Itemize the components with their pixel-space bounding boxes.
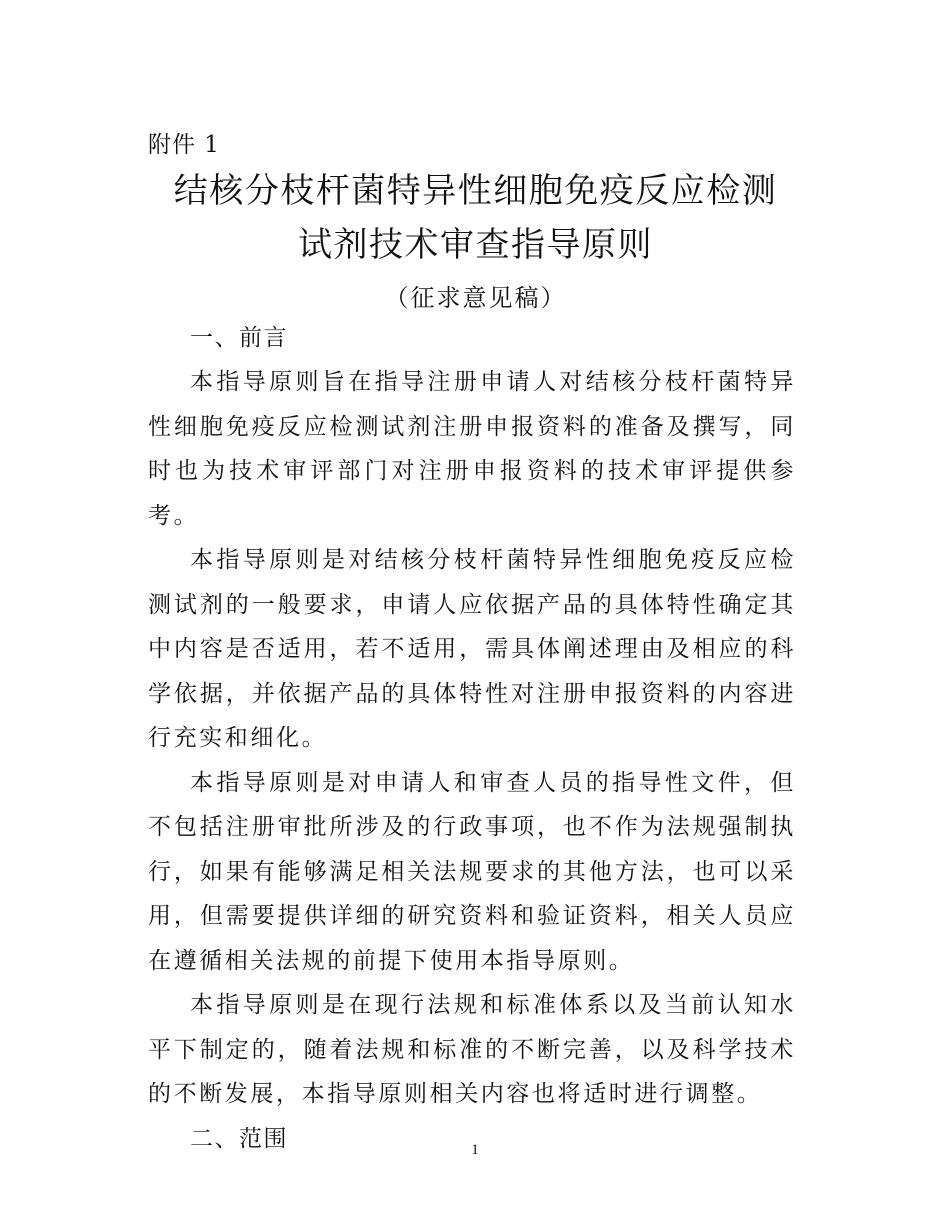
page-number: 1 xyxy=(471,1142,479,1158)
paragraph-guidance-nature: 本指导原则是对申请人和审查人员的指导性文件，但不包括注册审批所涉及的行政事项，也不作为法规强制执行，如果有能够满足相关法规要求的其他方法，也可以采用，但需要提供详细的研究资料和验证资料，相关人员应在遵循相关法规的前提下使用本指导原则。 xyxy=(148,769,796,974)
section-heading-preface: 一、前言 xyxy=(190,325,288,351)
annex-label: 附件 1 xyxy=(148,132,220,158)
document-subtitle: （征求意见稿） xyxy=(384,284,567,312)
paragraph-purpose: 本指导原则旨在指导注册申请人对结核分枝杆菌特异性细胞免疫反应检测试剂注册申报资料的准备及撰写，同时也为技术审评部门对注册申报资料的技术审评提供参考。 xyxy=(148,369,796,529)
document-title xyxy=(148,164,803,318)
paragraph-general-requirements: 本指导原则是对结核分枝杆菌特异性细胞免疫反应检测试剂的一般要求，申请人应依据产品的具体特性确定其中内容是否适用，若不适用，需具体阐述理由及相应的科学依据，并依据产品的具体特性对注册申报资料的内容进行充实和细化。 xyxy=(148,547,796,751)
title-line-1: 结核分枝杆菌特异性细胞免疫反应检测 xyxy=(173,171,778,211)
title-line-2: 试剂技术审查指导原则 xyxy=(298,225,653,265)
paragraph-revision-note: 本指导原则是在现行法规和标准体系以及当前认知水平下制定的，随着法规和标准的不断完善，以及科学技术的不断发展，本指导原则相关内容也将适时进行调整。 xyxy=(148,992,796,1107)
document-body xyxy=(148,316,796,1161)
section-heading-scope: 二、范围 xyxy=(190,1125,288,1152)
